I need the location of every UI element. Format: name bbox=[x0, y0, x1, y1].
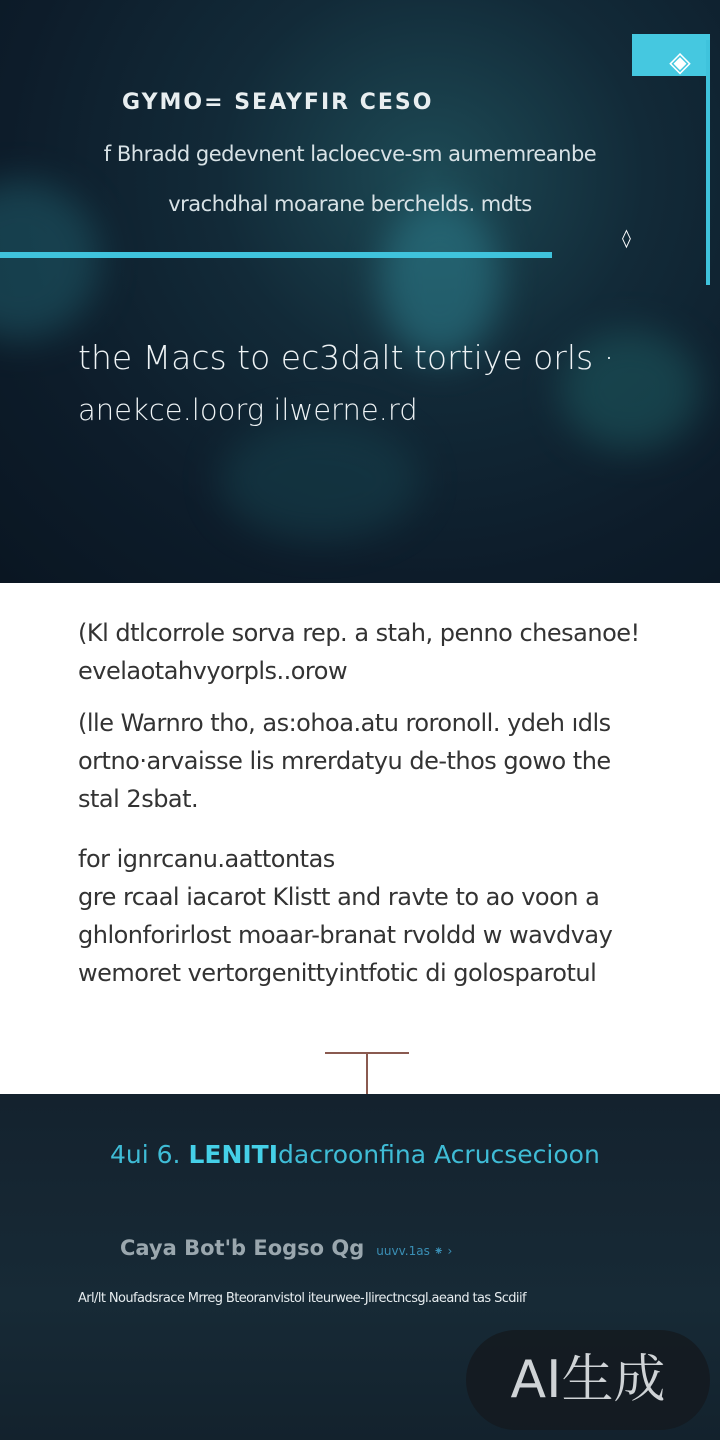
brand-tag: uuvv.1as ⁕ › bbox=[376, 1244, 453, 1258]
accent-divider bbox=[0, 252, 552, 258]
divider-mark bbox=[366, 1052, 368, 1094]
section-heading: for ignrcanu.aattontas bbox=[78, 845, 335, 873]
body-paragraph: (lle Warnro tho, as:ohoa.atu roronoll. ydeh ıdls ortno·arvaisse lis mrerdatyu de-thos gowo the stal 2sbat. bbox=[78, 709, 611, 813]
body-paragraph: gre rcaal iacarot Klistt and ravte to ao voon a ghlonforirlost moaar-branat rvoldd w wavdvay wemoret vertorgenittyintfotic di golosparotul bbox=[78, 883, 613, 987]
footer-title-bold: LENITI bbox=[188, 1140, 279, 1169]
footer-brand[interactable] bbox=[120, 1236, 452, 1260]
hero-headline: the Macs to ec3dalt tortiye orls · bbox=[78, 338, 615, 377]
hero-headline: anekce.loorg ilwerne.rd bbox=[78, 393, 418, 427]
body-paragraph: (Kl dtlcorrole sorva rep. a stah, penno chesanoe! evelaotahvyorpls..orow bbox=[78, 619, 640, 685]
decorative-blob bbox=[220, 420, 420, 540]
footer-title-prefix: 4ui 6. bbox=[110, 1140, 181, 1169]
drop-icon: ◊ bbox=[622, 228, 631, 249]
hero-subtitle: f Bhradd gedevnent lacloecve-sm aumemreanbe bbox=[103, 142, 597, 166]
decorative-blob bbox=[380, 200, 500, 360]
footer-title bbox=[110, 1140, 600, 1169]
hero-subtitle: vrachdhal moarane berchelds. mdts bbox=[168, 192, 532, 216]
footer-fineprint: Arl/lt Noufadsrace Mrreg Bteoranvistol iteurwee-Jlirectncsgl.aeand tas Scdiif bbox=[78, 1291, 526, 1306]
diamond-icon[interactable]: ◈ bbox=[669, 45, 691, 78]
accent-vertical-line bbox=[706, 40, 710, 285]
brand-name: Caya Bot'b Eogso Qg bbox=[120, 1236, 365, 1260]
footer-title-rest: dacroonfina Acrucsecioon bbox=[278, 1140, 600, 1169]
ai-watermark: AI生成 bbox=[466, 1330, 710, 1430]
hero-section bbox=[0, 0, 720, 583]
hero-eyebrow: GYMO= SEAYFIR CESO bbox=[122, 90, 434, 115]
